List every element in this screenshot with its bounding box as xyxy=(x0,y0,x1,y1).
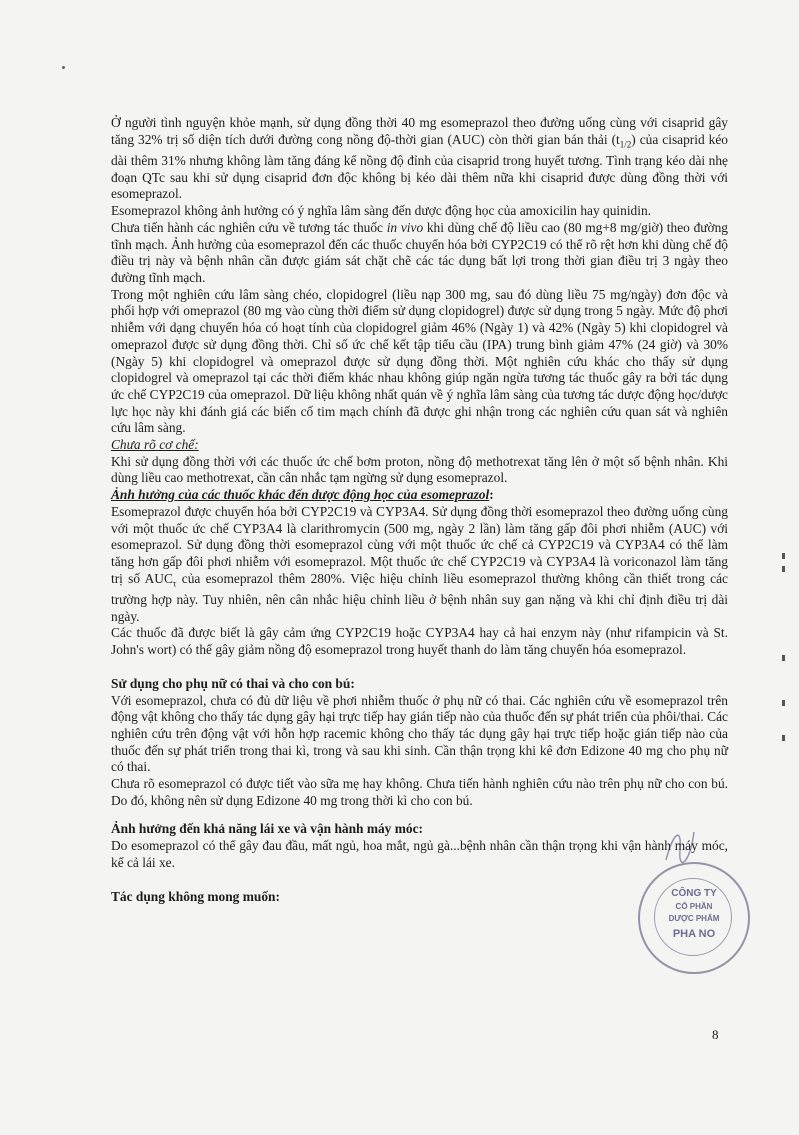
heading-other-drugs xyxy=(111,487,728,504)
paragraph-pregnancy: Với esomeprazol, chưa có đủ dữ liệu về phơi nhiễm thuốc ở phụ nữ có thai. Các nghiên cứu về esomeprazol trên động vật không cho thấy tác dụng gây hại trực tiếp hay gián tiếp nào của thuốc đến sự phát triển của phôi/thai. Các nghiên cứu trên động vật với hỗn hợp racemic không cho thấy tác dụng gây hại trực tiếp hoặc gián tiếp nào của thuốc đến sự phát triển trong thai kì, trong và sau khi sinh. Cần thận trọng khi kê đơn Edizone 40 mg cho phụ nữ có thai. xyxy=(111,692,728,775)
stamp-line-1: CÔNG TY xyxy=(671,888,717,899)
heading-text: Chưa rõ cơ chế: xyxy=(111,437,199,453)
heading-driving: Ảnh hưởng đến khả năng lái xe và vận hành máy móc: xyxy=(111,821,423,837)
heading-colon: : xyxy=(489,487,494,503)
text-run: Chưa tiến hành các nghiên cứu về tương tác thuốc xyxy=(111,219,387,235)
heading-unknown-mechanism xyxy=(111,437,728,454)
heading-adverse-effects: Tác dụng không mong muốn: xyxy=(111,888,280,904)
heading-pregnancy: Sử dụng cho phụ nữ có thai và cho con bú: xyxy=(111,675,355,691)
paragraph-amoxicilin: Esomeprazol không ảnh hưởng có ý nghĩa lâm sàng đến dược động học của amoxicilin hay quinidin. xyxy=(111,203,652,219)
stamp-line-2: CỔ PHẦN xyxy=(675,902,713,911)
scan-mark xyxy=(782,566,785,572)
stamp-line-4: PHA NO xyxy=(672,928,716,940)
page-number: 8 xyxy=(712,1027,719,1042)
stamp-line-3: DƯỢC PHẨM xyxy=(668,914,720,923)
paragraph-methotrexat: Khi sử dụng đồng thời với các thuốc ức chế bơm proton, nồng độ methotrexat tăng lên ở một số bệnh nhân. Khi dùng liều cao methotrexat, cần cân nhắc tạm ngừng sử dụng esomeprazol. xyxy=(111,453,728,486)
paragraph-cyp-metabolism xyxy=(111,504,728,626)
scan-speck xyxy=(62,66,65,69)
subscript: τ xyxy=(172,578,177,589)
text-run: ) của cisaprid kéo dài thêm 31% nhưng không làm tăng đáng kể nồng độ đỉnh của cisaprid trong huyết tương. Tình trạng kéo dài nhẹ đoạn QTc sau khi sử dụng cisaprid đơn độc không bị kéo dài thêm nữa khi cisaprid được dùng đồng thời với esomeprazol. xyxy=(111,131,728,202)
text-run: Ở người tình nguyện khỏe mạnh, sử dụng đồng thời 40 mg esomeprazol theo đường uống cùng với cisaprid gây tăng 32% trị số diện tích dưới đường cong nồng độ-thời gian (AUC) còn thời gian bán thải (t xyxy=(111,115,728,147)
paragraph-cisaprid xyxy=(111,115,728,203)
paragraph-iv-dosing xyxy=(111,220,728,287)
paragraph-lactation: Chưa rõ esomeprazol có được tiết vào sữa mẹ hay không. Chưa tiến hành nghiên cứu nào trên phụ nữ cho con bú. Do đó, không nên sử dụng Edizone 40 mg trong thời kì cho con bú. xyxy=(111,776,728,808)
scan-mark xyxy=(782,735,785,741)
text-run: của esomeprazol thêm 280%. Việc hiệu chỉnh liều esomeprazol thường không cần thiết trong các trường hợp này. Tuy nhiên, nên cân nhắc hiệu chỉnh liều ở bệnh nhân suy gan nặng và khi chỉ định điều trị dài ngày. xyxy=(111,570,728,624)
heading-text: Ảnh hưởng của các thuốc khác đến dược động học của esomeprazol xyxy=(111,487,490,503)
italic-term: in vivo xyxy=(386,219,424,235)
scan-mark xyxy=(782,700,785,706)
scan-mark xyxy=(782,655,785,661)
text-run: Esomeprazol được chuyển hóa bởi CYP2C19 và CYP3A4. Sử dụng đồng thời esomeprazol theo đường uống cùng với một thuốc ức chế CYP3A4 là clarithromycin (500 mg, ngày 2 lần) làm tăng gấp đôi phơi nhiễm (AUC) với esomeprazol. Sử dụng đồng thời esomeprazol cùng với một thuốc ức chế cả CYP2C19 và CYP3A4 có thể làm tăng hơn gấp đôi phơi nhiễm với esomeprazol. Một thuốc ức chế CYP2C19 và CYP3A4 là voriconazol làm tăng trị số AUC xyxy=(111,503,728,586)
text-run: khi dùng chế độ liều cao (80 mg+8 mg/giờ) theo đường tĩnh mạch. Ảnh hưởng của esomeprazol đến các thuốc chuyển hóa bởi CYP2C19 có thể rõ rệt hơn khi dùng chế độ điều trị này và bệnh nhân cần được giám sát chặt chẽ các tác dụng bất lợi trong thời gian điều trị 3 ngày theo đường tĩnh mạch. xyxy=(111,219,728,285)
document-body xyxy=(111,115,728,905)
scan-mark xyxy=(782,553,785,559)
paragraph-clopidogrel: Trong một nghiên cứu lâm sàng chéo, clopidogrel (liều nạp 300 mg, sau đó dùng liều 75 mg/ngày) đơn độc và phối hợp với omeprazol (80 mg vào cùng thời điểm sử dụng clopidogrel) được sử dụng trong 5 ngày. Mức độ phơi nhiễm với dạng chuyển hóa có hoạt tính của clopidogrel giảm 46% (Ngày 1) và 42% (Ngày 5) khi clopidogrel và omeprazol được sử dụng đồng thời. Chỉ số ức chế kết tập tiểu cầu (IPA) trung bình giảm 47% (24 giờ) và 30% (Ngày 5) khi clopidogrel và omeprazol được sử dụng đồng thời. Một nghiên cứu khác cho thấy sử dụng clopidogrel và omeprazol tại các thời điểm khác nhau không giúp ngăn ngừa tương tác thuốc gây ra bởi tác dụng ức chế CYP2C19 của omeprazol. Dữ liệu không nhất quán về ý nghĩa lâm sàng của tương tác dược động học/dược lực học này khi đánh giá các biến cố tim mạch chính đã được ghi nhận trong các nghiên cứu quan sát và nghiên cứu lâm sàng. xyxy=(111,286,728,436)
subscript: 1/2 xyxy=(619,139,632,150)
paragraph-inducers: Các thuốc đã được biết là gây cảm ứng CYP2C19 hoặc CYP3A4 hay cả hai enzym này (như rifampicin và St. John's wort) có thể gây giảm nồng độ esomeprazol trong huyết thanh do làm tăng chuyển hóa esomeprazol. xyxy=(111,625,728,658)
paragraph-driving: Do esomeprazol có thể gây đau đầu, mất ngủ, hoa mắt, ngủ gà...bệnh nhân cần thận trọng khi vận hành máy móc, kể cả lái xe. xyxy=(111,838,728,870)
